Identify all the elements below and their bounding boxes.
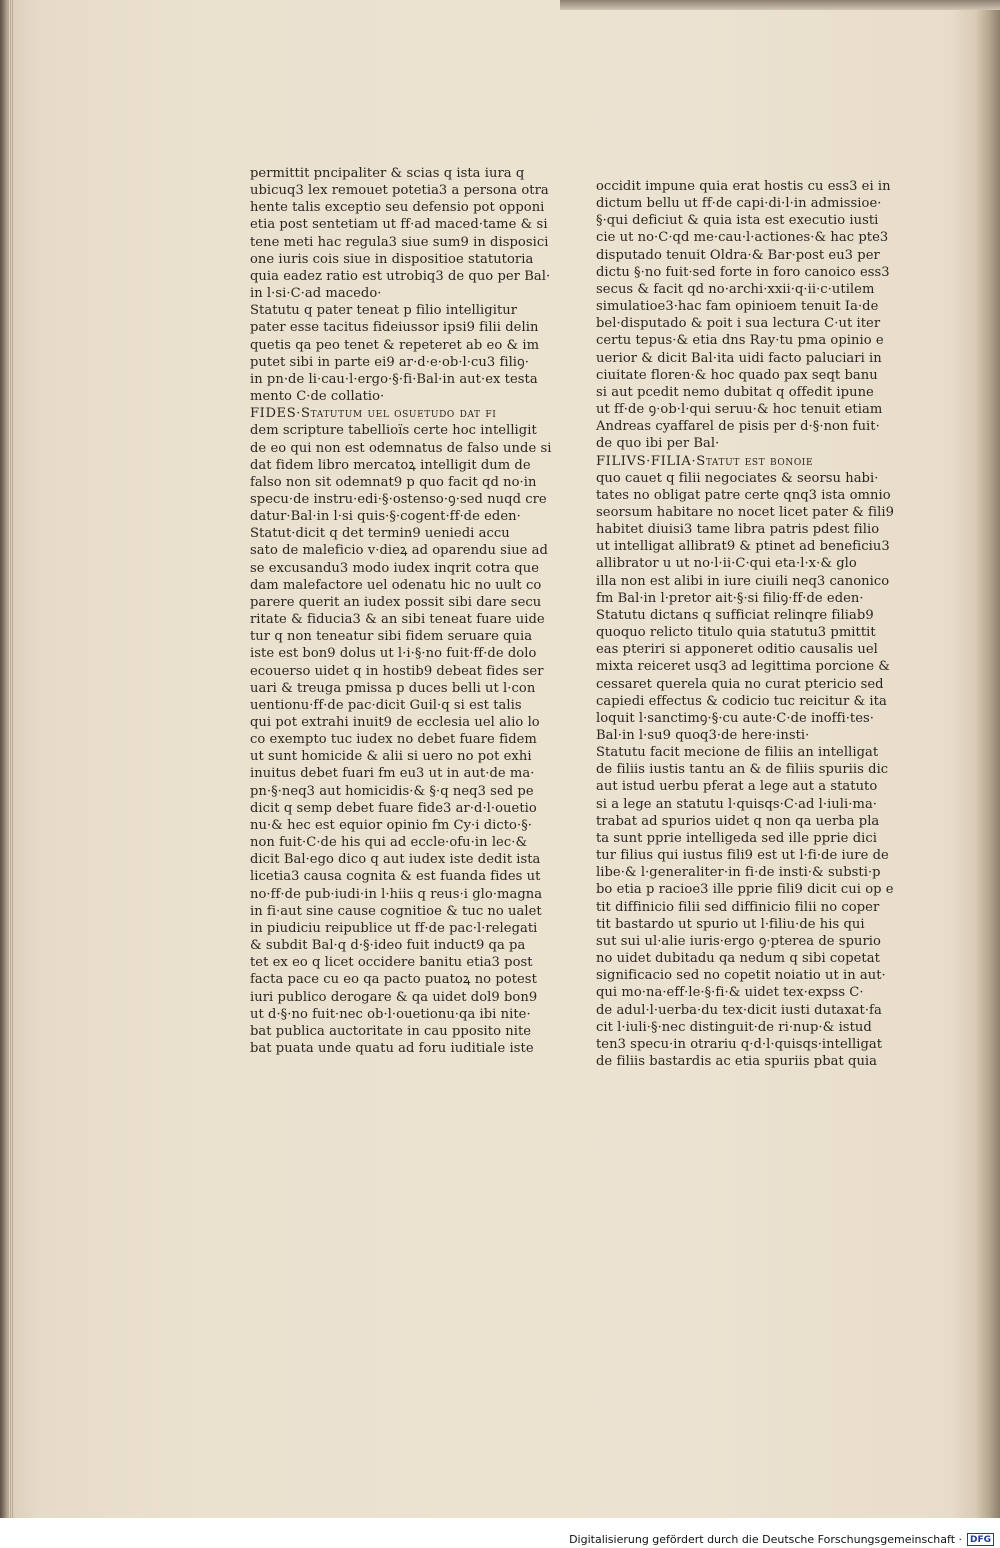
text-line: ut sunt homicide & alii si uero no pot exhi [250,749,532,765]
text-line: parere querit an iudex possit sibi dare secu [250,594,542,610]
text-line: pater esse tacitus fideiussor ipsi9 filii delin [250,320,539,336]
text-line: dat fidem libro mercatoꝝ intelligit dum de [250,457,531,473]
facing-page-edge [560,0,1000,10]
text-line: Andreas cyaffarel de pisis per d·§·non fuit· [596,419,880,435]
text-line: FILIVS·FILIA·Statut est bonoie [596,453,814,469]
text-line: tene meti hac regula3 siue sum9 in disposici [250,234,549,250]
text-line: dam malefactore uel odenatu hic no uult co [250,577,542,593]
text-line: sato de maleficio v·dieꝝ ad oparendu siue ad [250,543,548,559]
text-line: etia post sentetiam ut ff·ad maced·tame & si [250,217,548,233]
text-line: simulatioe3·hac fam opinioem tenuit Ia·de [596,299,879,315]
text-line: one iuris cois siue in dispositioe statutoria [250,251,534,267]
text-line: de filiis iustis tantu an & de filiis spuriis dic [596,762,889,778]
text-line: in l·si·C·ad macedo· [250,286,382,302]
text-line: in fi·aut sine cause cognitioe & tuc no ualet [250,903,542,919]
text-line: bo etia p racioe3 ille pprie fili9 dicit cui op e [596,882,894,898]
text-line: iuri publico derogare & qa uidet dol9 bon9 [250,989,538,1005]
text-line: libe·& l·generaliter·in fi·de insti·& substi·p [596,865,881,881]
text-line: iste est bon9 dolus ut l·i·§·no fuit·ff·de dolo [250,646,537,662]
text-line: uari & treuga pmissa p duces belli ut l·con [250,680,536,696]
text-line: co exempto tuc iudex no debet fuare fidem [250,732,537,748]
text-line: ut ff·de ꝯ·ob·l·qui seruu·& hoc tenuit etiam [596,402,883,418]
text-line: qui mo·na·eff·le·§·fi·& uidet tex·expss C· [596,985,864,1001]
text-line: ut d·§·no fuit·nec ob·l·ouetionu·qa ibi nite· [250,1006,531,1022]
text-line: cie ut no·C·qd me·cau·l·actiones·& hac pte3 [596,230,889,246]
text-line: bel·disputado & poit i sua lectura C·ut iter [596,316,881,332]
text-line: falso non sit odemnat9 p quo facit qd no·in [250,474,537,490]
text-line: de eo qui non est odemnatus de falso unde si [250,440,552,456]
text-line: tur q non teneatur sibi fidem seruare quia [250,629,533,645]
text-line: ritate & fiducia3 & an sibi teneat fuare uide [250,612,545,628]
text-line: tur filius qui iustus fili9 est ut l·fi·de iure de [596,848,889,864]
text-line: capiedi effectus & codicio tuc reicitur & ita [596,693,887,709]
text-line: tit diffinicio filii sed diffinicio filii no coper [596,899,880,915]
dfg-logo: DFG [967,1533,994,1546]
text-line: putet sibi in parte ei9 ar·d·e·ob·l·cu3 filiꝯ· [250,354,529,370]
text-line: dictu §·no fuit·sed forte in foro canoico ess3 [596,264,890,280]
text-line: cessaret querela quia no curat ptericio sed [596,676,884,692]
text-line: significacio sed no copetit noiatio ut in aut· [596,968,886,984]
text-line: Statutu dictans q sufficiat relinqre filiab9 [596,607,874,623]
text-line: Bal·in l·su9 quoq3·de here·insti· [596,728,810,743]
text-line: mento C·de collatio· [250,389,385,405]
text-line: cit l·iuli·§·nec distinguit·de ri·nup·& istud [596,1019,872,1035]
left-text-column [250,165,552,1057]
text-line: ubicuq3 lex remouet potetia3 a persona otra [250,183,549,199]
text-line: hente talis exceptio seu defensio pot opponi [250,200,545,216]
text-line: datur·Bal·in l·si quis·§·cogent·ff·de eden· [250,509,521,525]
text-line: nu·& hec est equior opinio fm Cy·i dicto·§· [250,817,533,833]
text-line: FIDES·Statutum uel osuetudo dat fi [250,406,497,422]
text-line: tates no obligat patre certe qnq3 ista omnio [596,487,891,503]
text-line: Statut·dicit q det termin9 ueniedi accu [250,526,510,542]
text-line: in pn·de li·cau·l·ergo·§·fi·Bal·in aut·ex testa [250,371,538,387]
text-line: disputado tenuit Oldra·& Bar·post eu3 per [596,247,880,263]
text-line: Statutu facit mecione de filiis an intelligat [596,745,879,761]
text-line: loquit l·sanctimꝯ·§·cu aute·C·de inoffi·tes· [596,710,875,726]
text-line: aut istud uerbu pferat a lege aut a statuto [596,779,878,795]
text-line: trabat ad spurios uidet q non qa uerba pla [596,813,880,829]
text-line: no·ff·de pub·iudi·in l·hiis q reus·i glo·magna [250,886,543,902]
text-line: in piudiciu reipublice ut ff·de pac·l·relegati [250,920,538,936]
text-line: de filiis bastardis ac etia spuriis pbat quia [596,1053,878,1069]
text-line: ciuitate floren·& hoc quado pax seqt banu [596,367,878,383]
text-line: mixta reiceret usq3 ad legittima porcione & [596,659,890,675]
text-line: Statutu q pater teneat p filio intelligitur [250,303,518,319]
text-line: si aut pcedit nemo dubitat q offedit ipune [596,384,874,400]
text-line: licetia3 causa cognita & est fuanda fides ut [250,869,541,885]
text-line: bat puata unde quatu ad foru iuditiale iste [250,1040,534,1056]
text-line: secus & facit qd no·archi·xxii·q·ii·c·utilem [596,281,875,297]
text-line: eas pteriri si apponeret oditio causalis uel [596,642,878,658]
text-line: habitet diuisi3 tame libra patris pdest filio [596,522,880,538]
text-line: tit bastardo ut spurio ut l·filiu·de his qui [596,916,865,932]
text-line: pn·§·neq3 aut homicidis·& §·q neq3 sed pe [250,783,534,799]
text-line: fm Bal·in l·pretor ait·§·si filiꝯ·ff·de eden· [596,590,864,606]
text-line: si a lege an statutu l·quisqs·C·ad l·iuli·ma· [596,796,878,812]
text-line: quia eadez ratio est utrobiq3 de quo per Bal· [250,268,551,284]
text-line: illa non est alibi in iure ciuili neq3 canonico [596,573,890,589]
text-line: no uidet dubitadu qa nedum q sibi copetat [596,951,880,967]
text-line: dicit q semp debet fuare fide3 ar·d·l·ouetio [250,800,537,816]
right-text-column [596,178,894,1070]
footer-credit: Digitalisierung gefördert durch die Deutsche Forschungsgemeinschaft · [569,1533,962,1546]
text-line: §·qui deficiut & quia ista est executio iusti [596,213,879,229]
text-line: & subdit Bal·q d·§·ideo fuit induct9 qa pa [250,938,526,954]
text-line: se excusandu3 modo iudex inqrit cotra que [250,560,540,576]
text-line: de adul·l·uerba·du tex·dicit iusti dutaxat·fa [596,1002,882,1018]
text-line: tet ex eo q licet occidere banitu etia3 post [250,955,533,971]
text-line: non fuit·C·de his qui ad eccle·ofu·in lec·& [250,835,528,851]
text-line: ta sunt pprie intelligeda sed ille pprie dici [596,830,877,846]
text-line: allibrator u ut no·l·ii·C·qui eta·l·x·& glo [596,556,857,572]
text-line: specu·de instru·edi·§·ostenso·ꝯ·sed nuqd cre [250,491,547,507]
text-line: sut sui ul·alie iuris·ergo ꝯ·pterea de spurio [596,933,881,949]
text-line: dicit Bal·ego dico q aut iudex iste dedit ista [250,852,541,868]
text-line: dictum bellu ut ff·de capi·di·l·in admissioe· [596,196,882,212]
text-line: qui pot extrahi inuit9 de ecclesia uel alio lo [250,715,540,730]
text-line: permittit pncipaliter & scias q ista iura q [250,166,525,181]
text-line: occidit impune quia erat hostis cu ess3 ei in [596,179,891,194]
text-line: facta pace cu eo qa pacto puatoꝝ no potest [250,972,537,988]
text-line: certu tepus·& etia dns Ray·tu pma opinio e [596,333,884,349]
text-line: inuitus debet fuari fm eu3 ut in aut·de ma· [250,766,535,782]
text-line: uerior & dicit Bal·ita uidi facto paluciari in [596,350,882,366]
text-line: quetis qa peo tenet & repeteret ab eo & im [250,337,540,353]
text-line: quoquo relicto titulo quia statutu3 pmittit [596,625,876,641]
text-line: ut intelligat allibrat9 & ptinet ad beneficiu3 [596,539,890,555]
text-line: quo cauet q filii negociates & seorsu habi· [596,470,879,486]
text-line: ten3 specu·in otrariu q·d·l·quisqs·intelligat [596,1036,883,1052]
text-line: ecouerso uidet q in hostib9 debeat fides ser [250,663,544,679]
text-line: seorsum habitare no nocet licet pater & fili9 [596,504,894,520]
text-line: uentionu·ff·de pac·dicit Guil·q si est talis [250,697,522,713]
text-line: bat publica auctoritate in cau pposito nite [250,1023,532,1039]
text-line: dem scripture tabellioïs certe hoc intelligit [250,423,537,439]
page-stack-edge [8,0,14,1518]
text-line: de quo ibi per Bal· [596,436,720,452]
